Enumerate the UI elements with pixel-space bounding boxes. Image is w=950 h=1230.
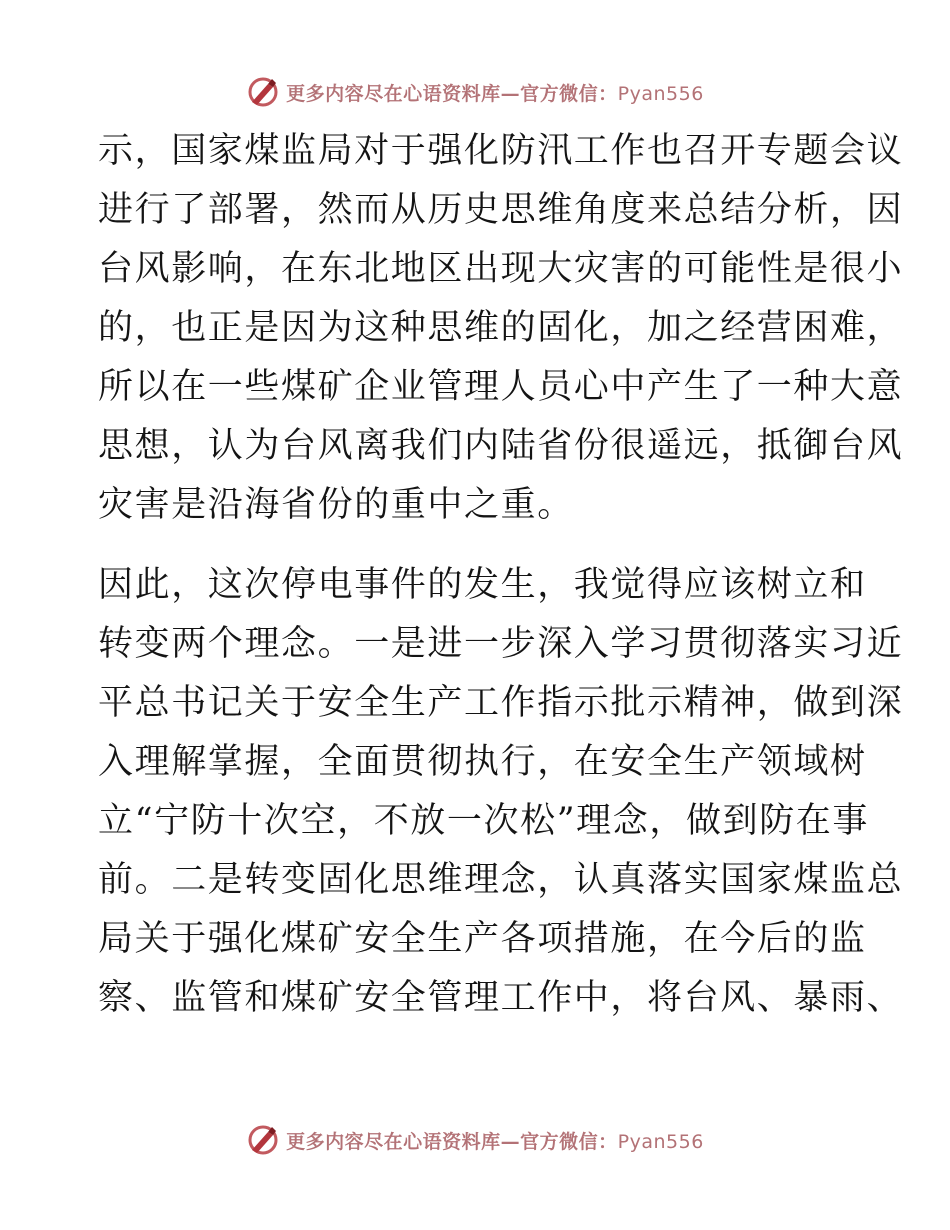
text-line: 察、监管和煤矿安全管理工作中，将台风、暴雨、 (98, 978, 904, 1018)
text-line: 入理解掌握，全面贯彻执行，在安全生产领域树 (98, 742, 867, 782)
pen-logo-icon (246, 75, 280, 109)
text-line: 立“宁防十次空，不放一次松”理念，做到防在事 (98, 801, 869, 841)
text-line: 平总书记关于安全生产工作指示批示精神，做到深 (98, 683, 904, 723)
header-watermark-text: 更多内容尽在心语资料库—官方微信：Pyan556 (286, 82, 704, 105)
text-line: 前。二是转变固化思维理念，认真落实国家煤监总 (98, 860, 904, 900)
text-line: 所以在一些煤矿企业管理人员心中产生了一种大意 (98, 367, 904, 407)
header-watermark (0, 72, 950, 112)
text-line: 思想，认为台风离我们内陆省份很遥远，抵御台风 (98, 426, 904, 466)
text-line: 局关于强化煤矿安全生产各项措施，在今后的监 (98, 919, 867, 959)
footer-watermark (0, 1120, 950, 1160)
text-line: 的，也正是因为这种思维的固化，加之经营困难， (98, 308, 904, 348)
paragraph-gap (98, 535, 858, 556)
text-line: 转变两个理念。一是进一步深入学习贯彻落实习近 (98, 624, 904, 664)
document-body (98, 122, 904, 1028)
text-line: 进行了部署，然而从历史思维角度来总结分析，因 (98, 190, 904, 230)
text-line: 因此，这次停电事件的发生，我觉得应该树立和 (98, 565, 867, 605)
text-line: 示，国家煤监局对于强化防汛工作也召开专题会议 (98, 131, 904, 171)
footer-watermark-text: 更多内容尽在心语资料库—官方微信：Pyan556 (286, 1130, 704, 1153)
text-line: 台风影响，在东北地区出现大灾害的可能性是很小 (98, 249, 904, 289)
pen-logo-icon (246, 1123, 280, 1157)
text-line: 灾害是沿海省份的重中之重。 (98, 485, 574, 525)
